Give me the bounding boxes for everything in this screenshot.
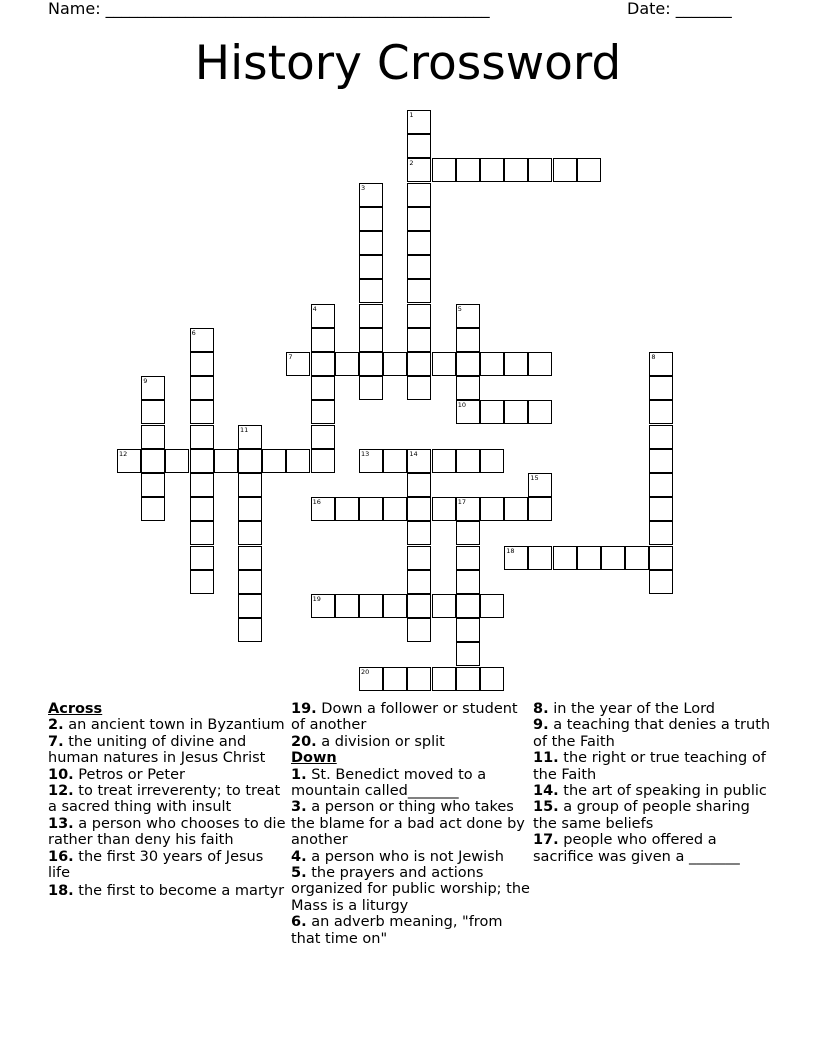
- crossword-cell[interactable]: [456, 642, 480, 666]
- crossword-cell[interactable]: [238, 497, 262, 521]
- crossword-cell[interactable]: [141, 449, 165, 473]
- crossword-cell[interactable]: [456, 449, 480, 473]
- clue-down-8: 8. in the year of the Lord: [533, 701, 716, 717]
- crossword-cell[interactable]: [141, 473, 165, 497]
- crossword-cell[interactable]: [553, 158, 577, 182]
- crossword-cell[interactable]: [456, 400, 480, 424]
- crossword-cell[interactable]: [432, 594, 456, 618]
- crossword-cell[interactable]: [407, 110, 431, 134]
- crossword-cell[interactable]: [456, 158, 480, 182]
- crossword-cell[interactable]: [190, 425, 214, 449]
- clue-down-4: 4. a person who is not Jewish: [291, 848, 504, 865]
- crossword-cell[interactable]: [407, 473, 431, 497]
- crossword-cell[interactable]: [117, 449, 141, 473]
- crossword-cell[interactable]: [141, 376, 165, 400]
- clue-number-9: 9: [143, 377, 148, 386]
- crossword-cell[interactable]: [577, 158, 601, 182]
- crossword-cell[interactable]: [407, 183, 431, 207]
- crossword-cell[interactable]: [165, 449, 189, 473]
- crossword-cell[interactable]: [311, 425, 335, 449]
- crossword-cell[interactable]: [407, 521, 431, 545]
- crossword-cell[interactable]: [190, 376, 214, 400]
- crossword-cell[interactable]: [407, 304, 431, 328]
- crossword-cell[interactable]: [480, 594, 504, 618]
- clue-down-5: 5. the prayers and actions organized for public worship; the Mass is a liturgy: [291, 865, 530, 914]
- clue-number-6: 6: [191, 328, 196, 337]
- clue-down-11: 11. the right or true teaching of the Faith: [533, 750, 766, 783]
- clue-across-10: 10. Petros or Peter: [48, 766, 185, 783]
- clue-number-1: 1: [409, 111, 414, 119]
- crossword-cell[interactable]: [407, 231, 431, 255]
- crossword-cell[interactable]: [359, 497, 383, 521]
- crossword-cell[interactable]: [190, 449, 214, 473]
- crossword-cell[interactable]: [238, 449, 262, 473]
- clue-down-14: 14. the art of speaking in public: [533, 783, 767, 800]
- crossword-cell[interactable]: [407, 207, 431, 231]
- crossword-cell[interactable]: [359, 207, 383, 231]
- crossword-cell[interactable]: [649, 425, 673, 449]
- crossword-cell[interactable]: [311, 376, 335, 400]
- clue-number-4: 4: [312, 304, 317, 313]
- clue-across-16: 16. the first 30 years of Jesus life: [48, 848, 264, 882]
- crossword-cell[interactable]: [335, 352, 359, 376]
- crossword-cell[interactable]: [359, 328, 383, 352]
- crossword-cell[interactable]: [383, 667, 407, 691]
- crossword-cell[interactable]: [480, 449, 504, 473]
- crossword-cell[interactable]: [407, 352, 431, 376]
- crossword-cell[interactable]: [311, 449, 335, 473]
- crossword-cell[interactable]: [141, 425, 165, 449]
- crossword-cell[interactable]: [456, 594, 480, 618]
- crossword-cell[interactable]: [528, 158, 552, 182]
- crossword-cell[interactable]: [504, 497, 528, 521]
- clue-number-19: 19: [312, 595, 321, 603]
- clue-number-2: 2: [409, 159, 414, 168]
- crossword-cell[interactable]: [504, 158, 528, 182]
- crossword-cell[interactable]: [190, 570, 214, 594]
- crossword-cell[interactable]: [649, 400, 673, 424]
- crossword-cell[interactable]: [383, 497, 407, 521]
- crossword-cell[interactable]: [359, 352, 383, 376]
- crossword-cell[interactable]: [432, 158, 456, 182]
- clue-number-7: 7: [288, 353, 293, 361]
- clue-across-2: 2. an ancient town in Byzantium: [48, 717, 285, 734]
- clue-number-12: 12: [119, 449, 128, 458]
- crossword-cell[interactable]: [528, 352, 552, 376]
- clue-column-3: [533, 701, 773, 865]
- crossword-cell[interactable]: [238, 546, 262, 570]
- clue-across-20: 20. a division or split: [291, 733, 445, 750]
- crossword-cell[interactable]: [480, 400, 504, 424]
- crossword-cell[interactable]: [335, 497, 359, 521]
- down-heading: Down: [291, 750, 337, 767]
- crossword-cell[interactable]: [649, 449, 673, 473]
- clue-across-7: 7. the uniting of divine and human natures in Jesus Christ: [48, 733, 266, 767]
- crossword-cell[interactable]: [383, 594, 407, 618]
- crossword-cell[interactable]: [456, 376, 480, 400]
- crossword-cell[interactable]: [480, 497, 504, 521]
- crossword-cell[interactable]: [432, 497, 456, 521]
- crossword-cell[interactable]: [649, 376, 673, 400]
- crossword-cell[interactable]: [528, 497, 552, 521]
- crossword-cell[interactable]: [141, 400, 165, 424]
- crossword-cell[interactable]: [456, 667, 480, 691]
- crossword-cell[interactable]: [335, 594, 359, 618]
- crossword-cell[interactable]: [190, 400, 214, 424]
- clue-number-20: 20: [361, 667, 370, 676]
- crossword-cell[interactable]: [480, 352, 504, 376]
- crossword-cell[interactable]: [238, 473, 262, 497]
- crossword-cell[interactable]: [649, 352, 673, 376]
- clue-across-18: 18. the first to become a martyr: [48, 883, 285, 900]
- date-field-label: Date: _______: [627, 0, 732, 18]
- clue-down-17: 17. people who offered a sacrifice was given a _______: [533, 832, 740, 865]
- crossword-cell[interactable]: [238, 521, 262, 545]
- crossword-cell[interactable]: [190, 521, 214, 545]
- crossword-cell[interactable]: [480, 667, 504, 691]
- crossword-cell[interactable]: [311, 352, 335, 376]
- crossword-cell[interactable]: [214, 449, 238, 473]
- crossword-cell[interactable]: [528, 546, 552, 570]
- crossword-cell[interactable]: [432, 352, 456, 376]
- crossword-cell[interactable]: [286, 352, 310, 376]
- crossword-cell[interactable]: [504, 400, 528, 424]
- clue-number-11: 11: [240, 425, 249, 434]
- crossword-cell[interactable]: [238, 570, 262, 594]
- crossword-cell[interactable]: [238, 425, 262, 449]
- clue-column-1: [48, 701, 288, 900]
- clue-down-9: 9. a teaching that denies a truth of the Faith: [533, 717, 771, 750]
- crossword-cell[interactable]: [456, 352, 480, 376]
- crossword-cell[interactable]: [359, 376, 383, 400]
- clue-number-8: 8: [651, 353, 656, 361]
- crossword-cell[interactable]: [407, 570, 431, 594]
- crossword-cell[interactable]: [311, 328, 335, 352]
- crossword-cell[interactable]: [577, 546, 601, 570]
- clue-number-16: 16: [312, 498, 321, 507]
- crossword-cell[interactable]: [456, 570, 480, 594]
- crossword-cell[interactable]: [625, 546, 649, 570]
- crossword-cell[interactable]: [407, 328, 431, 352]
- clue-number-18: 18: [506, 546, 515, 555]
- crossword-cell[interactable]: [649, 546, 673, 570]
- crossword-cell[interactable]: [141, 497, 165, 521]
- crossword-cell[interactable]: [649, 521, 673, 545]
- crossword-cell[interactable]: [601, 546, 625, 570]
- crossword-cell[interactable]: [190, 352, 214, 376]
- crossword-cell[interactable]: [649, 570, 673, 594]
- clue-across-19: 19. Down a follower or student of another: [291, 701, 518, 734]
- crossword-cell[interactable]: [432, 449, 456, 473]
- crossword-cell[interactable]: [286, 449, 310, 473]
- crossword-cell[interactable]: [311, 594, 335, 618]
- crossword-cell[interactable]: [407, 134, 431, 158]
- crossword-cell[interactable]: [480, 158, 504, 182]
- clue-across-12: 12. to treat irreverenty; to treat a sacred thing with insult: [48, 783, 281, 816]
- crossword-cell[interactable]: [311, 304, 335, 328]
- crossword-cell[interactable]: [504, 546, 528, 570]
- crossword-cell[interactable]: [383, 449, 407, 473]
- clue-number-10: 10: [457, 401, 467, 410]
- clue-number-17: 17: [457, 498, 467, 507]
- crossword-cell[interactable]: [407, 618, 431, 642]
- crossword-cell[interactable]: [238, 618, 262, 642]
- crossword-cell[interactable]: [359, 231, 383, 255]
- across-heading: Across: [48, 701, 103, 717]
- crossword-cell[interactable]: [504, 352, 528, 376]
- crossword-cell[interactable]: [456, 521, 480, 545]
- crossword-cell[interactable]: [190, 546, 214, 570]
- crossword-cell[interactable]: [359, 255, 383, 279]
- crossword-cell[interactable]: [432, 667, 456, 691]
- crossword-cell[interactable]: [311, 400, 335, 424]
- clue-across-13: 13. a person who chooses to die rather than deny his faith: [48, 815, 286, 849]
- clue-down-1: 1. St. Benedict moved to a mountain called_______: [291, 766, 487, 800]
- clue-number-15: 15: [530, 474, 539, 482]
- crossword-cell[interactable]: [359, 594, 383, 618]
- crossword-cell[interactable]: [528, 473, 552, 497]
- crossword-cell[interactable]: [190, 497, 214, 521]
- crossword-cell[interactable]: [456, 618, 480, 642]
- clue-number-13: 13: [361, 449, 370, 458]
- crossword-cell[interactable]: [407, 546, 431, 570]
- crossword-cell[interactable]: [190, 328, 214, 352]
- crossword-cell[interactable]: [649, 473, 673, 497]
- crossword-cell[interactable]: [456, 304, 480, 328]
- crossword-cell[interactable]: [407, 594, 431, 618]
- clue-down-6: 6. an adverb meaning, "from that time on": [291, 914, 503, 947]
- crossword-cell[interactable]: [311, 497, 335, 521]
- page-title: History Crossword: [194, 36, 622, 91]
- crossword-cell[interactable]: [407, 497, 431, 521]
- name-field-label: Name: ________________________________________________: [48, 0, 490, 18]
- clue-down-3: 3. a person or thing who takes the blame for a bad act done by another: [291, 799, 525, 849]
- crossword-cell[interactable]: [190, 473, 214, 497]
- crossword-cell[interactable]: [359, 449, 383, 473]
- clue-number-14: 14: [409, 449, 418, 458]
- clue-number-3: 3: [361, 183, 366, 192]
- crossword-cell[interactable]: [359, 304, 383, 328]
- crossword-cell[interactable]: [456, 546, 480, 570]
- crossword-cell[interactable]: [359, 183, 383, 207]
- crossword-cell[interactable]: [528, 400, 552, 424]
- crossword-cell[interactable]: [407, 667, 431, 691]
- crossword-cell[interactable]: [456, 328, 480, 352]
- crossword-cell[interactable]: [238, 594, 262, 618]
- crossword-cell[interactable]: [383, 352, 407, 376]
- clue-column-2: [291, 701, 531, 947]
- crossword-cell[interactable]: [456, 497, 480, 521]
- crossword-cell[interactable]: [359, 279, 383, 303]
- crossword-cell[interactable]: [649, 497, 673, 521]
- crossword-cell[interactable]: [262, 449, 286, 473]
- clue-number-5: 5: [457, 304, 462, 313]
- crossword-cell[interactable]: [553, 546, 577, 570]
- clue-down-15: 15. a group of people sharing the same beliefs: [533, 799, 750, 832]
- crossword-cell[interactable]: [407, 255, 431, 279]
- crossword-cell[interactable]: [407, 279, 431, 303]
- crossword-cell[interactable]: [359, 667, 383, 691]
- crossword-cell[interactable]: [407, 158, 431, 182]
- crossword-cell[interactable]: [407, 376, 431, 400]
- crossword-cell[interactable]: [407, 449, 431, 473]
